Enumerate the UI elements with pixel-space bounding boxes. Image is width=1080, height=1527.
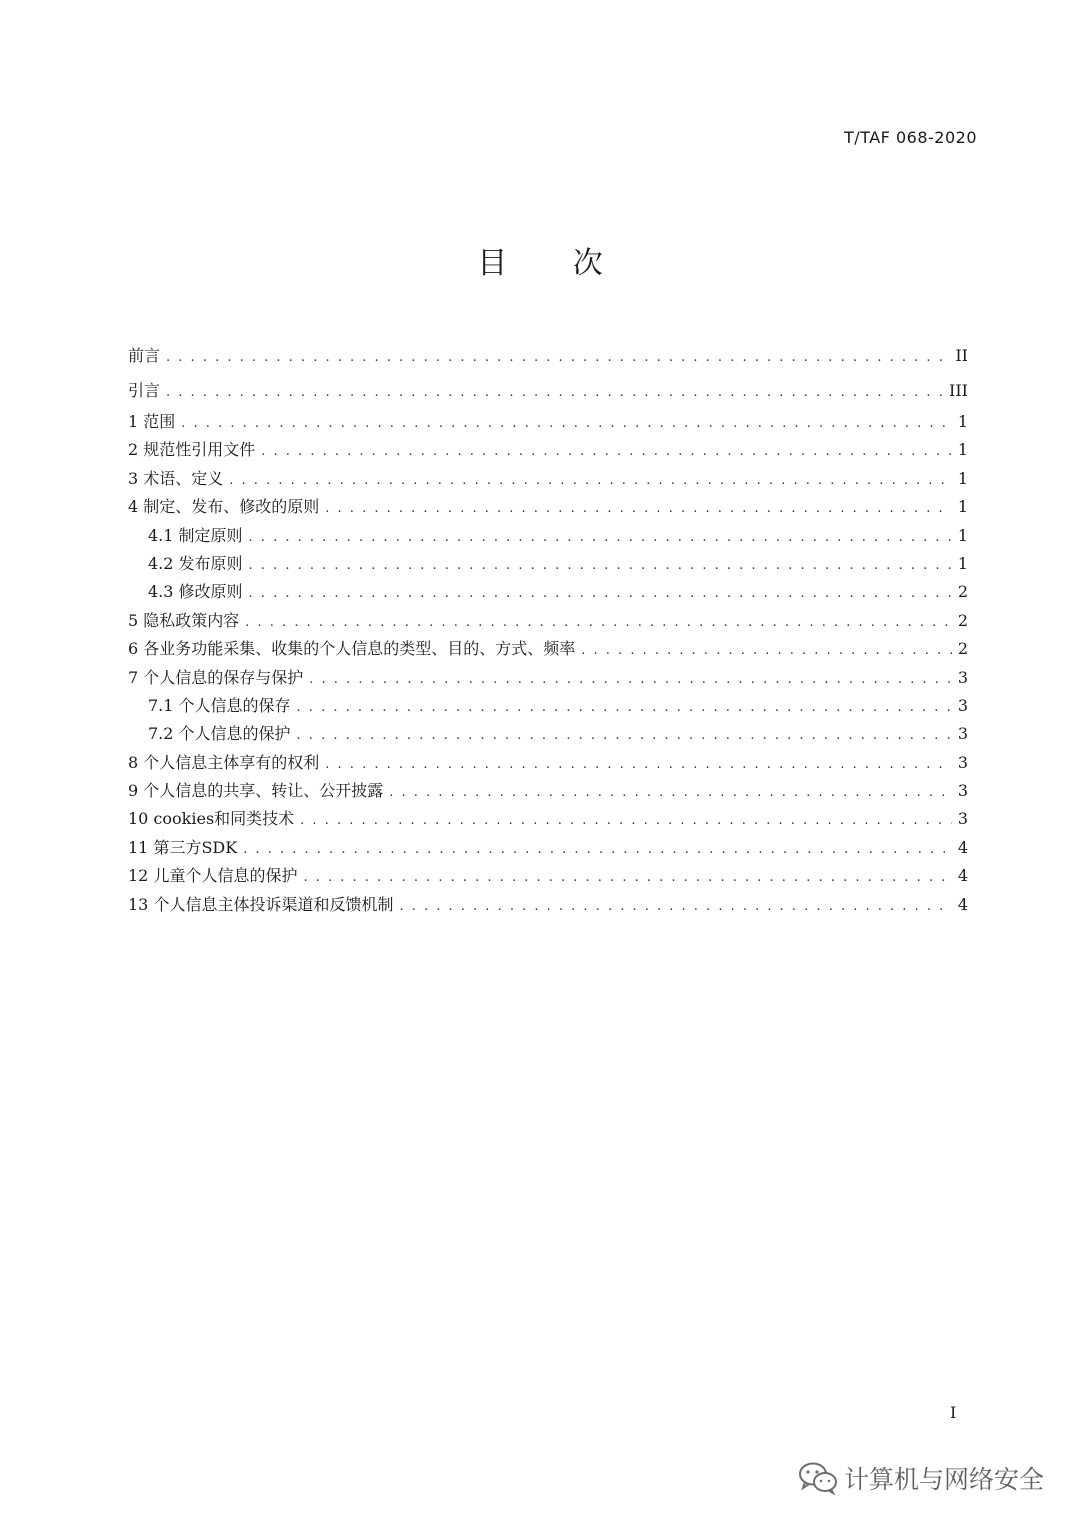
toc-dot-leader <box>581 637 952 665</box>
toc-entry[interactable] <box>128 522 968 550</box>
toc-entry[interactable] <box>128 607 968 635</box>
toc-dot-leader <box>325 751 952 779</box>
toc-dot-leader <box>309 666 952 694</box>
standard-code: T/TAF 068-2020 <box>844 128 977 147</box>
toc-entry-label: 9 个人信息的共享、转让、公开披露 <box>128 781 384 801</box>
toc-entry-label: 13 个人信息主体投诉渠道和反馈机制 <box>128 894 394 914</box>
toc-entry-label: 7.1 个人信息的保存 <box>148 695 291 715</box>
toc-entry-page: 3 <box>957 695 968 715</box>
toc-entry-label: 12 儿童个人信息的保护 <box>128 866 298 886</box>
toc-entry-label: 前言 <box>128 346 161 365</box>
toc-entry-label: 4.3 修改原则 <box>148 582 243 602</box>
toc-entry-label: 10 cookies和同类技术 <box>128 809 295 829</box>
toc-entry-page: 1 <box>957 440 968 460</box>
toc-entry-label: 11 第三方SDK <box>128 837 238 857</box>
toc-entry[interactable] <box>128 436 968 464</box>
toc-dot-leader <box>399 893 951 921</box>
page-title: 目 次 <box>477 246 631 281</box>
toc-dot-leader <box>249 524 952 552</box>
toc-entry[interactable] <box>128 891 968 919</box>
toc-entry[interactable] <box>128 862 968 890</box>
toc-entry-label: 1 范围 <box>128 412 176 431</box>
toc-entry[interactable] <box>128 465 968 493</box>
toc-dot-leader <box>249 552 952 580</box>
toc-dot-leader <box>261 438 952 466</box>
toc-entry-page: 3 <box>957 724 968 744</box>
page-number: I <box>950 1403 957 1422</box>
toc-entry[interactable] <box>128 550 968 578</box>
toc-dot-leader <box>166 375 943 410</box>
toc-entry[interactable] <box>128 749 968 777</box>
toc-entry-label: 4.2 发布原则 <box>148 553 243 573</box>
toc-entry-page: 2 <box>957 582 968 602</box>
toc-dot-leader <box>297 722 952 750</box>
toc-entry-label: 6 各业务功能采集、收集的个人信息的类型、目的、方式、频率 <box>128 639 576 659</box>
toc-entry-page: 3 <box>957 809 968 829</box>
toc-entry-page: II <box>955 346 968 365</box>
toc-entry-page: 2 <box>957 639 968 659</box>
toc-dot-leader <box>166 340 949 375</box>
toc-entry-label: 3 术语、定义 <box>128 468 224 488</box>
toc-entry[interactable] <box>128 834 968 862</box>
toc-dot-leader <box>303 864 951 892</box>
toc-dot-leader <box>243 836 952 864</box>
toc-entry[interactable] <box>128 578 968 606</box>
toc-entry[interactable] <box>128 408 968 436</box>
table-of-contents <box>128 338 968 919</box>
toc-dot-leader <box>245 609 952 637</box>
toc-entry-label: 7 个人信息的保存与保护 <box>128 667 304 687</box>
toc-entry-page: 1 <box>957 468 968 488</box>
toc-entry[interactable] <box>128 664 968 692</box>
toc-dot-leader <box>229 467 952 495</box>
toc-entry-label: 4 制定、发布、修改的原则 <box>128 497 320 517</box>
watermark-text: 计算机与网络安全 <box>843 1465 1044 1494</box>
toc-entry-page: 4 <box>957 837 968 857</box>
toc-dot-leader <box>249 580 952 608</box>
toc-entry-page: 1 <box>957 553 968 573</box>
toc-entry[interactable] <box>128 720 968 748</box>
toc-entry-page: 1 <box>957 525 968 545</box>
toc-entry-label: 2 规范性引用文件 <box>128 440 256 460</box>
toc-entry-label: 5 隐私政策内容 <box>128 610 240 630</box>
toc-entry-page: 1 <box>957 412 968 431</box>
toc-entry-page: 2 <box>957 610 968 630</box>
toc-dot-leader <box>181 410 952 438</box>
toc-entry-page: III <box>949 381 968 400</box>
toc-entry-page: 3 <box>957 781 968 801</box>
toc-entry-label: 8 个人信息主体享有的权利 <box>128 752 320 772</box>
toc-entry-page: 3 <box>957 667 968 687</box>
toc-entry-label: 7.2 个人信息的保护 <box>148 724 291 744</box>
toc-dot-leader <box>325 495 952 523</box>
toc-entry-page: 3 <box>957 752 968 772</box>
toc-entry[interactable] <box>128 373 968 408</box>
toc-entry-label: 4.1 制定原则 <box>148 525 243 545</box>
toc-entry[interactable] <box>128 805 968 833</box>
toc-dot-leader <box>300 807 952 835</box>
watermark <box>798 1460 1044 1496</box>
toc-entry-page: 4 <box>957 894 968 914</box>
toc-dot-leader <box>389 779 952 807</box>
toc-entry-page: 1 <box>957 497 968 517</box>
toc-entry-page: 4 <box>957 866 968 886</box>
toc-entry[interactable] <box>128 777 968 805</box>
toc-entry-label: 引言 <box>128 381 161 400</box>
wechat-icon <box>798 1461 838 1495</box>
toc-entry[interactable] <box>128 493 968 521</box>
toc-entry[interactable] <box>128 635 968 663</box>
toc-dot-leader <box>297 694 952 722</box>
toc-entry[interactable] <box>128 692 968 720</box>
toc-entry[interactable] <box>128 338 968 373</box>
